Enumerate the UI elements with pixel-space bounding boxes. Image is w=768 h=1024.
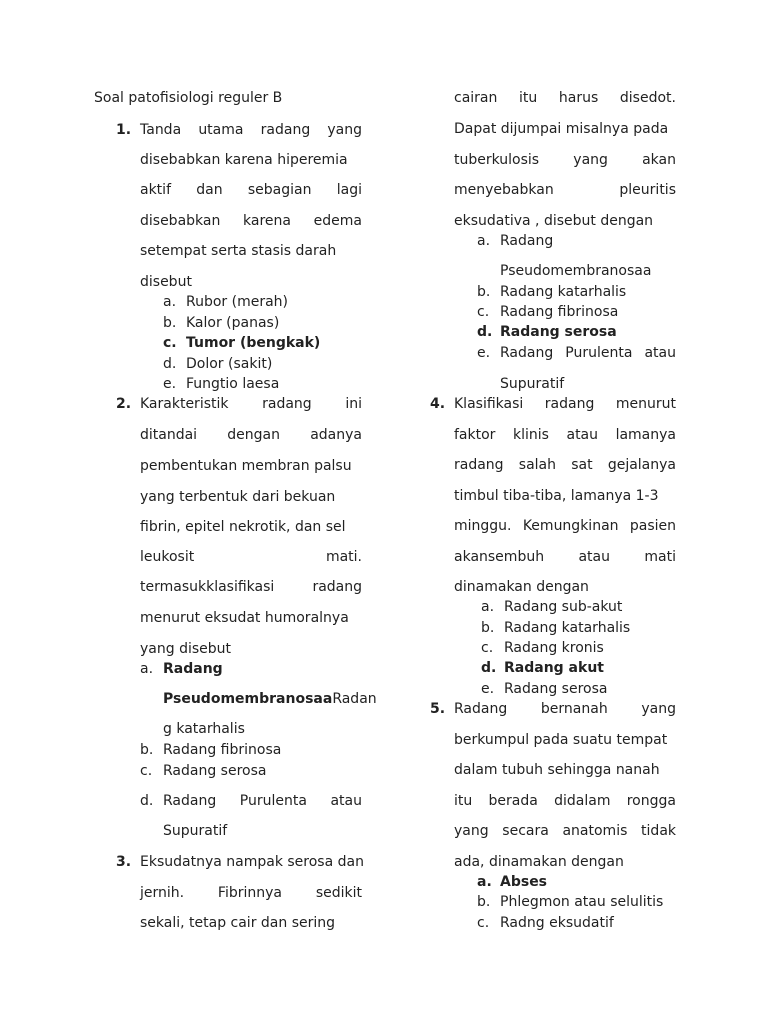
option-label: c.	[481, 640, 494, 656]
option-label-answer: c.	[163, 335, 177, 351]
option-text-answer: Radang akut	[504, 660, 604, 676]
option-label: b.	[477, 894, 491, 910]
document-title: Soal patofisiologi reguler B	[94, 90, 283, 106]
option-label: a.	[477, 233, 491, 249]
question-1-number: 1.	[116, 122, 132, 138]
option-text: Radng eksudatif	[500, 915, 614, 931]
option-label-answer: a.	[477, 874, 492, 890]
option-label: e.	[163, 376, 177, 392]
question-2-line: termasukklasifikasi radang	[140, 579, 362, 595]
option-text: Radang kronis	[504, 640, 604, 656]
question-4-line: minggu. Kemungkinan pasien	[454, 518, 676, 534]
option-text: Kalor (panas)	[186, 315, 280, 331]
option-label: b.	[477, 284, 491, 300]
option-text-answer: Radang	[163, 661, 223, 677]
question-4-line: faktor klinis atau lamanya	[454, 427, 676, 443]
question-3-line: tuberkulosis yang akan	[454, 152, 676, 168]
option-text: Radang	[500, 233, 554, 249]
question-3-line: jernih. Fibrinnya sedikit	[140, 885, 362, 901]
question-4-line: dinamakan dengan	[454, 579, 589, 595]
question-2-line: ditandai dengan adanya	[140, 427, 362, 443]
option-label: a.	[163, 294, 177, 310]
option-text-continued: Supuratif	[500, 376, 565, 392]
question-5-line: itu berada didalam rongga	[454, 793, 676, 809]
question-3-line: cairan itu harus disedot.	[454, 90, 676, 106]
option-label: e.	[481, 681, 495, 697]
question-1-line: disebut	[140, 274, 192, 290]
question-2-line: Karakteristik radang ini	[140, 396, 362, 412]
question-5-line: yang secara anatomis tidak	[454, 823, 676, 839]
option-label: d.	[163, 356, 177, 372]
question-4-line: timbul tiba-tiba, lamanya 1-3	[454, 488, 659, 504]
question-1-line: disebabkan karena hiperemia	[140, 152, 348, 168]
option-text-continued: g katarhalis	[163, 721, 245, 737]
question-3-line: sekali, tetap cair dan sering	[140, 915, 336, 931]
question-3-line: menyebabkan pleuritis	[454, 182, 676, 198]
question-1-line: Tanda utama radang yang	[140, 122, 362, 138]
question-3-number: 3.	[116, 854, 132, 870]
question-2-line: leukosit mati.	[140, 549, 362, 565]
question-2-line: fibrin, epitel nekrotik, dan sel	[140, 519, 346, 535]
option-label: c.	[140, 763, 153, 779]
question-3-line: Eksudatnya nampak serosa dan	[140, 854, 364, 870]
option-text: Radang fibrinosa	[163, 742, 282, 758]
question-2-line: yang terbentuk dari bekuan	[140, 489, 336, 505]
option-text: Phlegmon atau selulitis	[500, 894, 664, 910]
option-label-answer: d.	[477, 324, 493, 340]
question-1-line: disebabkan karena edema	[140, 213, 362, 229]
question-2-number: 2.	[116, 396, 132, 412]
question-5-line: dalam tubuh sehingga nanah	[454, 762, 660, 778]
question-5-number: 5.	[430, 701, 446, 717]
option-text-continued: PseudomembranosaaRadan	[163, 691, 377, 707]
option-label-answer: d.	[481, 660, 497, 676]
option-text: Radang serosa	[504, 681, 608, 697]
option-text: Radang serosa	[163, 763, 267, 779]
option-text-answer: Abses	[500, 874, 548, 890]
option-text: Radang Purulenta atau	[163, 793, 362, 809]
question-1-line: aktif dan sebagian lagi	[140, 182, 362, 198]
question-4-line: Klasifikasi radang menurut	[454, 396, 676, 412]
question-1-line: setempat serta stasis darah	[140, 243, 337, 259]
option-text-answer: Tumor (bengkak)	[186, 335, 321, 351]
question-2-line: menurut eksudat humoralnya	[140, 610, 349, 626]
option-text: Dolor (sakit)	[186, 356, 273, 372]
option-label: d.	[140, 793, 154, 809]
option-label: b.	[140, 742, 154, 758]
option-text: Rubor (merah)	[186, 294, 289, 310]
option-label: b.	[163, 315, 177, 331]
option-text: Radang katarhalis	[500, 284, 627, 300]
question-2-line: yang disebut	[140, 641, 232, 657]
question-2-line: pembentukan membran palsu	[140, 458, 352, 474]
option-label: c.	[477, 915, 490, 931]
option-text-answer: Radang serosa	[500, 324, 617, 340]
question-3-line: eksudativa , disebut dengan	[454, 213, 654, 229]
question-5-line: ada, dinamakan dengan	[454, 854, 624, 870]
option-text: Radang sub-akut	[504, 599, 623, 615]
option-label: a.	[481, 599, 495, 615]
option-label: b.	[481, 620, 495, 636]
option-label: e.	[477, 345, 491, 361]
question-4-line: akansembuh atau mati	[454, 549, 676, 565]
option-text: Fungtio laesa	[186, 376, 280, 392]
question-5-line: Radang bernanah yang	[454, 701, 676, 717]
option-text-continued: Supuratif	[163, 823, 228, 839]
option-text: Radang katarhalis	[504, 620, 631, 636]
question-5-line: berkumpul pada suatu tempat	[454, 732, 668, 748]
option-label: c.	[477, 304, 490, 320]
option-text: Radang Purulenta atau	[500, 345, 676, 361]
option-label: a.	[140, 661, 154, 677]
question-4-line: radang salah sat gejalanya	[454, 457, 676, 473]
option-text: Radang fibrinosa	[500, 304, 619, 320]
option-text-continued: Pseudomembranosaa	[500, 263, 652, 279]
question-4-number: 4.	[430, 396, 446, 412]
question-3-line: Dapat dijumpai misalnya pada	[454, 121, 669, 137]
